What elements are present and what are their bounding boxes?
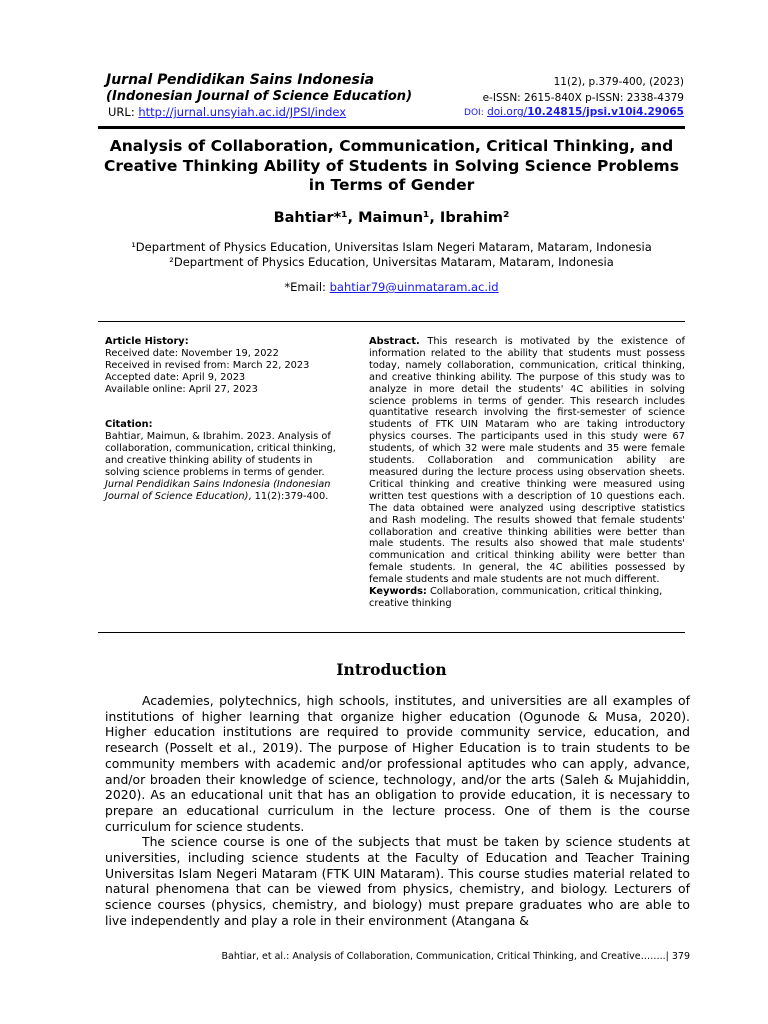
- history-revised: Received in revised from: March 22, 2023: [105, 360, 310, 371]
- journal-url-line: [108, 105, 346, 119]
- url-label: URL:: [108, 105, 135, 119]
- citation-heading: Citation:: [105, 419, 153, 430]
- affiliation-1: ¹Department of Physics Education, Universitas Islam Negeri Mataram, Mataram, Indonesia: [131, 240, 652, 254]
- history-received: Received date: November 19, 2022: [105, 348, 279, 359]
- journal-title: Jurnal Pendidikan Sains Indonesia: [106, 72, 375, 88]
- doi-link[interactable]: [487, 106, 684, 118]
- article-title: Analysis of Collaboration, Communication, Critical Thinking, and Creative Thinking Ability of Students in Solving Science Problems in Terms of Gender: [104, 137, 679, 194]
- history-heading: Article History:: [105, 336, 189, 347]
- abstract-text: This research is motivated by the existence of information related to the ability that students must possess today, namely collaboration, communication, critical thinking, and creative thinking ability. The purpose of this study was to analyze in more detail the students' 4C abilities in solving science problems in terms of gender. This research includes quantitative research involving the first-semester of science students of FTK UIN Mataram who are taking introductory physics courses. The participants used in this study were 67 students, of which 32 were male students and 35 were female students. Collaboration and communication ability are measured during the lecture process using observation sheets. Critical thinking and creative thinking were measured using written test questions with a description of 10 questions each. The data obtained were analyzed using descriptive statistics and Rash modeling. The results showed that female students' collaboration and creative thinking abilities were better than male students. The results also showed that male students' communication and critical thinking ability were better than female students. In general, the 4C abilities possessed by female students and male students are not much different.: [369, 336, 685, 586]
- abstract-bottom-rule: [98, 632, 685, 633]
- affiliation-2: ²Department of Physics Education, Universitas Mataram, Mataram, Indonesia: [169, 255, 614, 269]
- journal-doi: [464, 106, 684, 118]
- keywords-text: Collaboration, communication, critical thinking, creative thinking: [369, 586, 663, 609]
- article-info-column: [105, 336, 337, 503]
- keywords-label: Keywords:: [369, 586, 427, 598]
- intro-paragraph-1: Academies, polytechnics, high schools, institutes, and universities are all examples of institutions of higher learning that organize higher education (Ogunode & Musa, 2020). Higher education institutions are required to provide community service, education, and research (Posselt et al., 2019). The purpose of Higher Education is to train students to be community members with academic and/or professional aptitudes who can apply, advance, and/or broaden their knowledge of science, technology, and/or the arts (Saleh & Mujahiddin, 2020). As an educational unit that has an obligation to provide education, it is necessary to prepare an educational curriculum in the lecture process. One of them is the course curriculum for science students.: [105, 693, 690, 834]
- abstract-top-rule: [98, 321, 685, 322]
- journal-subtitle: (Indonesian Journal of Science Education): [106, 89, 413, 104]
- corresponding-email: [98, 280, 685, 294]
- introduction-body: [105, 693, 690, 929]
- journal-volume: 11(2), p.379-400, (2023): [553, 76, 684, 88]
- header-rule: [98, 126, 685, 129]
- journal-issn: e-ISSN: 2615-840X p-ISSN: 2338-4379: [482, 92, 684, 104]
- abstract-paragraph: [369, 336, 685, 586]
- doi-label: DOI:: [464, 108, 484, 118]
- introduction-heading: Introduction: [336, 660, 447, 679]
- citation-plain: Bahtiar, Maimun, & Ibrahim. 2023. Analysis of collaboration, communication, critical thinking, and creative thinking ability of students in solving science problems in terms of gender.: [105, 431, 336, 478]
- history-online: Available online: April 27, 2023: [105, 384, 258, 395]
- abstract-column: [369, 336, 685, 610]
- doi-prefix: doi.org/: [487, 106, 528, 118]
- doi-number: 10.24815/jpsi.v10i4.29065: [527, 106, 684, 118]
- history-accepted: Accepted date: April 9, 2023: [105, 372, 246, 383]
- citation-text: [105, 431, 337, 503]
- keywords-paragraph: [369, 586, 685, 610]
- email-label: *Email:: [284, 280, 330, 294]
- page-footer: Bahtiar, et al.: Analysis of Collaboration, Communication, Critical Thinking, and Creative……..| 379: [221, 951, 690, 962]
- intro-paragraph-2: The science course is one of the subjects that must be taken by science students at universities, including science students at the Faculty of Education and Teacher Training Universitas Islam Negeri Mataram (FTK UIN Mataram). This course studies material related to natural phenomena that can be viewed from physics, chemistry, and biology. Lecturers of science courses (physics, chemistry, and biology) must prepare graduates who are able to live independently and play a role in their environment (Atangana &: [105, 834, 690, 928]
- journal-url-link[interactable]: http://jurnal.unsyiah.ac.id/JPSI/index: [138, 105, 347, 119]
- article-authors: Bahtiar*¹, Maimun¹, Ibrahim²: [273, 210, 510, 226]
- email-link[interactable]: bahtiar79@uinmataram.ac.id: [329, 280, 499, 294]
- citation-end: , 11(2):379-400.: [248, 491, 329, 502]
- abstract-label: Abstract.: [369, 336, 420, 347]
- citation-journal: Jurnal Pendidikan Sains Indonesia (Indonesian Journal of Science Education): [105, 479, 331, 502]
